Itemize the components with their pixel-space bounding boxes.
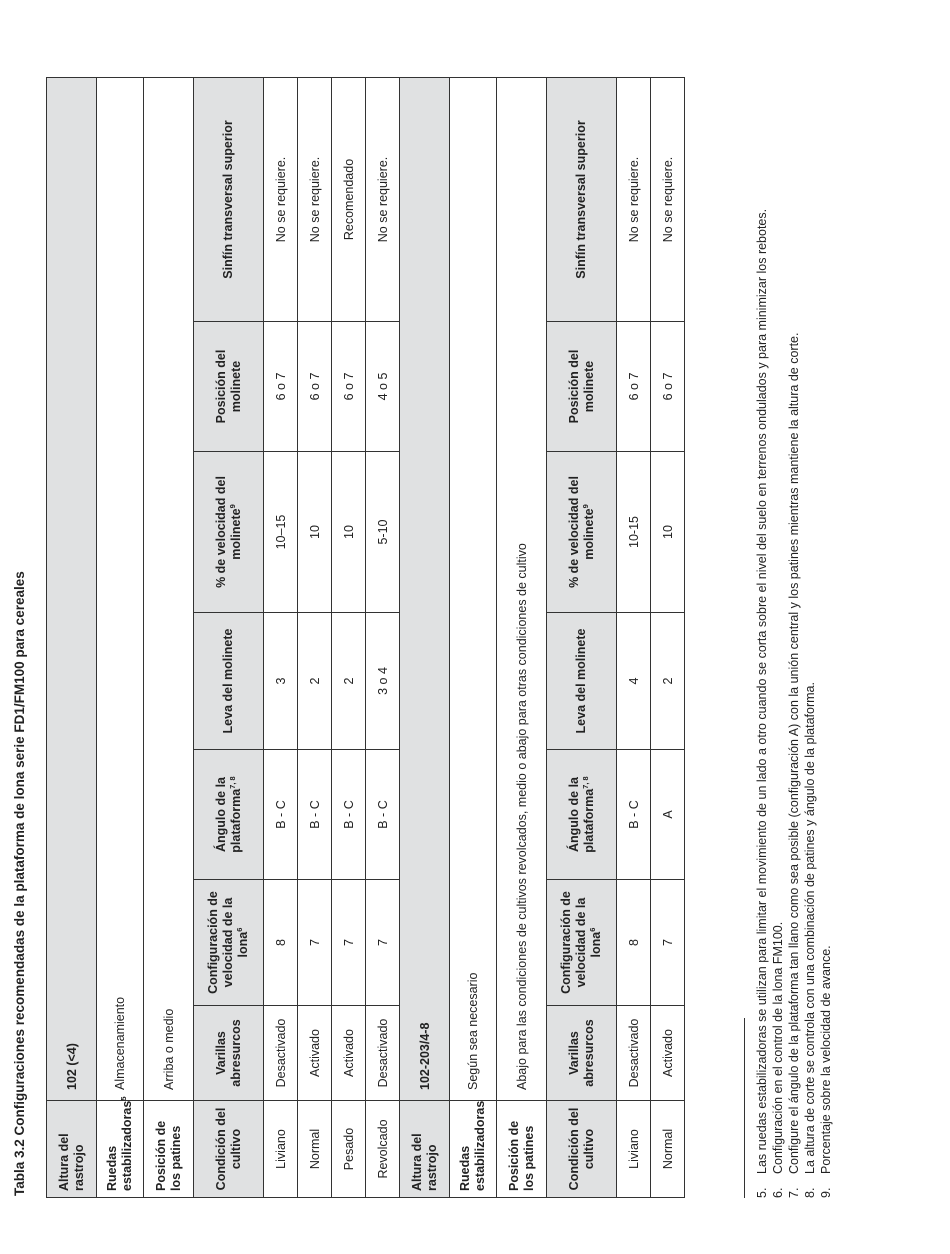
- cell: B - C: [366, 750, 400, 880]
- header-reel-speed: % de velocidad del molinete$^9$: [547, 452, 617, 613]
- cell: 7: [298, 880, 332, 1006]
- cell: B - C: [617, 750, 651, 880]
- cell: Desactivado: [617, 1006, 651, 1101]
- cell: 7: [366, 880, 400, 1006]
- stabilizer-wheels-label: Ruedas estabilizadoras: [450, 1101, 497, 1198]
- header-header-angle: Ángulo de la plataforma$^{7, 8}$: [194, 750, 264, 880]
- table-row: [366, 77, 400, 1197]
- stubble-height-label: Altura del rastrojo: [47, 1101, 97, 1198]
- cell: B - C: [332, 750, 366, 880]
- cell: Pesado: [332, 1101, 366, 1198]
- column-header-row: [547, 77, 617, 1197]
- header-upper-cross-auger: Sinfín transversal superior: [194, 77, 264, 321]
- stubble-height-label: Altura del rastrojo: [400, 1101, 450, 1198]
- cell: 2: [651, 613, 685, 750]
- cell: No se requiere.: [366, 77, 400, 321]
- cell: Revolcado: [366, 1101, 400, 1198]
- cell: 4 o 5: [366, 322, 400, 452]
- footnote: [754, 48, 770, 1198]
- cell: 8: [617, 880, 651, 1006]
- footnote-text: Porcentaje sobre la velocidad de avance.: [819, 945, 833, 1174]
- cell: 4: [617, 613, 651, 750]
- footnote-number: 5.: [755, 1187, 769, 1198]
- cell: A: [651, 750, 685, 880]
- cell: Liviano: [617, 1101, 651, 1198]
- table-row: [617, 77, 651, 1197]
- header-upper-cross-auger: Sinfín transversal superior: [547, 77, 617, 321]
- cell: 8: [264, 880, 298, 1006]
- cell: No se requiere.: [617, 77, 651, 321]
- skid-position-label: Posición de los patines: [497, 1101, 547, 1198]
- stabilizer-wheels-value: Según sea necesario: [450, 77, 497, 1100]
- table-row: [298, 77, 332, 1197]
- stabilizer-wheels-label: Ruedas estabilizadoras$^5$: [97, 1101, 144, 1198]
- cell: 6 o 7: [264, 322, 298, 452]
- header-reel-cam: Leva del molinete: [547, 613, 617, 750]
- skid-position-value: Arriba o medio: [144, 77, 194, 1100]
- stubble-height-row: [400, 77, 450, 1197]
- cell: 6 o 7: [651, 322, 685, 452]
- cell: Activado: [651, 1006, 685, 1101]
- cell: 7: [651, 880, 685, 1006]
- header-header-angle: Ángulo de la plataforma$^{7, 8}$: [547, 750, 617, 880]
- cell: 3: [264, 613, 298, 750]
- table-row: [332, 77, 366, 1197]
- skid-position-row: [144, 77, 194, 1197]
- footnote-number: 7.: [787, 1187, 801, 1198]
- footnote-text: Las ruedas estabilizadoras se utilizan para limitar el movimiento de un lado a otro cuando se corta sobre el nivel del suelo en terrenos ondulados y para minimizar los rebotes.: [755, 208, 769, 1174]
- cell: 6 o 7: [332, 322, 366, 452]
- stubble-height-value: 102-203/4-8: [400, 77, 450, 1100]
- footnote-divider: [744, 1018, 745, 1198]
- footnote-number: 6.: [771, 1187, 785, 1198]
- cell: 10–15: [264, 452, 298, 613]
- footnote: [786, 48, 802, 1198]
- cell: 7: [332, 880, 366, 1006]
- cell: 3 o 4: [366, 613, 400, 750]
- header-reel-position: Posición del molinete: [194, 322, 264, 452]
- cell: 2: [298, 613, 332, 750]
- cell: Normal: [651, 1101, 685, 1198]
- cell: 5-10: [366, 452, 400, 613]
- stabilizer-wheels-row: [97, 77, 144, 1197]
- footnote: [818, 48, 834, 1198]
- settings-table: [46, 77, 685, 1198]
- cell: 6 o 7: [298, 322, 332, 452]
- cell: No se requiere.: [298, 77, 332, 321]
- table-title: Tabla 3.2 Configuraciones recomendadas de la plataforma de lona serie FD1/FM100 para cereales: [12, 571, 27, 1196]
- footnote: [802, 48, 818, 1198]
- cell: 2: [332, 613, 366, 750]
- footnotes: [754, 48, 834, 1198]
- header-crop-dividers: Varillas abresurcos: [547, 1006, 617, 1101]
- skid-position-row: [497, 77, 547, 1197]
- column-header-row: [194, 77, 264, 1197]
- cell: Desactivado: [366, 1006, 400, 1101]
- header-reel-speed: % de velocidad del molinete$^9$: [194, 452, 264, 613]
- header-crop-condition: Condición del cultivo: [194, 1101, 264, 1198]
- footnote-number: 8.: [803, 1187, 817, 1198]
- skid-position-value: Abajo para las condiciones de cultivos revolcados, medio o abajo para otras condiciones de cultivo: [497, 77, 547, 1100]
- cell: Liviano: [264, 1101, 298, 1198]
- skid-position-label: Posición de los patines: [144, 1101, 194, 1198]
- cell: 10: [651, 452, 685, 613]
- stubble-height-row: [47, 77, 97, 1197]
- cell: 10: [298, 452, 332, 613]
- cell: No se requiere.: [651, 77, 685, 321]
- header-draper-speed: Configuración de velocidad de la lona$^6$: [194, 880, 264, 1006]
- stabilizer-wheels-row: [450, 77, 497, 1197]
- stabilizer-wheels-value: Almacenamiento: [97, 77, 144, 1100]
- footnote-number: 9.: [819, 1187, 833, 1198]
- cell: No se requiere.: [264, 77, 298, 321]
- cell: Activado: [332, 1006, 366, 1101]
- cell: Activado: [298, 1006, 332, 1101]
- table-row: [651, 77, 685, 1197]
- footnote: [770, 48, 786, 1198]
- header-crop-dividers: Varillas abresurcos: [194, 1006, 264, 1101]
- cell: 10: [332, 452, 366, 613]
- cell: Recomendado: [332, 77, 366, 321]
- cell: B - C: [264, 750, 298, 880]
- cell: 6 o 7: [617, 322, 651, 452]
- footnote-text: La altura de corte se controla con una combinación de patines y ángulo de la plataforma.: [803, 682, 817, 1174]
- cell: Desactivado: [264, 1006, 298, 1101]
- header-crop-condition: Condición del cultivo: [547, 1101, 617, 1198]
- cell: Normal: [298, 1101, 332, 1198]
- header-reel-position: Posición del molinete: [547, 322, 617, 452]
- stubble-height-value: 102 (<4): [47, 77, 97, 1100]
- footnote-text: Configuración en el control de la lona FM100.: [771, 921, 785, 1174]
- header-reel-cam: Leva del molinete: [194, 613, 264, 750]
- table-row: [264, 77, 298, 1197]
- header-draper-speed: Configuración de velocidad de la lona$^6$: [547, 880, 617, 1006]
- footnote-text: Configure el ángulo de la plataforma tan llano como sea posible (configuración A) con la unión central y los patines mientras mantiene la altura de corte.: [787, 332, 801, 1174]
- cell: B - C: [298, 750, 332, 880]
- cell: 10-15: [617, 452, 651, 613]
